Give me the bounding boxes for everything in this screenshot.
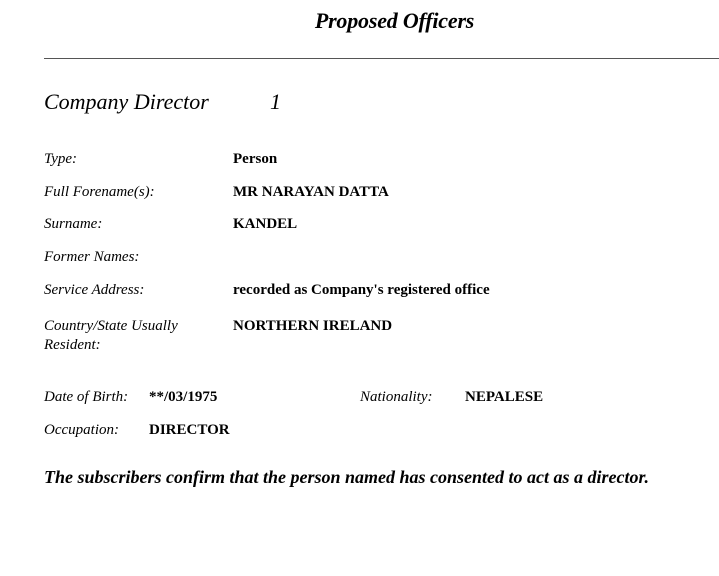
service-address-value: recorded as Company's registered office xyxy=(233,282,490,298)
surname-value: KANDEL xyxy=(233,216,298,232)
nationality-label: Nationality: xyxy=(360,389,433,405)
section-number: 1 xyxy=(270,89,281,114)
type-label: Type: xyxy=(44,151,78,167)
forenames-value: MR NARAYAN DATTA xyxy=(233,184,389,200)
country-resident-label-line2: Resident: xyxy=(44,337,101,353)
forenames-label: Full Forename(s): xyxy=(44,184,155,200)
date-of-birth-value: **/03/1975 xyxy=(149,389,218,405)
date-of-birth-label: Date of Birth: xyxy=(44,389,129,405)
surname-label: Surname: xyxy=(44,216,103,232)
country-resident-value: NORTHERN IRELAND xyxy=(233,318,393,334)
occupation-label: Occupation: xyxy=(44,422,119,438)
consent-statement: The subscribers confirm that the person named has consented to act as a director. xyxy=(44,467,650,487)
former-names-label: Former Names: xyxy=(44,249,140,265)
page-title: Proposed Officers xyxy=(314,8,475,33)
service-address-label: Service Address: xyxy=(44,282,145,298)
title-divider xyxy=(44,58,719,59)
nationality-value: NEPALESE xyxy=(465,389,544,405)
occupation-value: DIRECTOR xyxy=(149,422,230,438)
section-heading: Company Director xyxy=(44,89,209,114)
country-resident-label-line1: Country/State Usually xyxy=(44,318,178,334)
type-value: Person xyxy=(233,151,278,167)
